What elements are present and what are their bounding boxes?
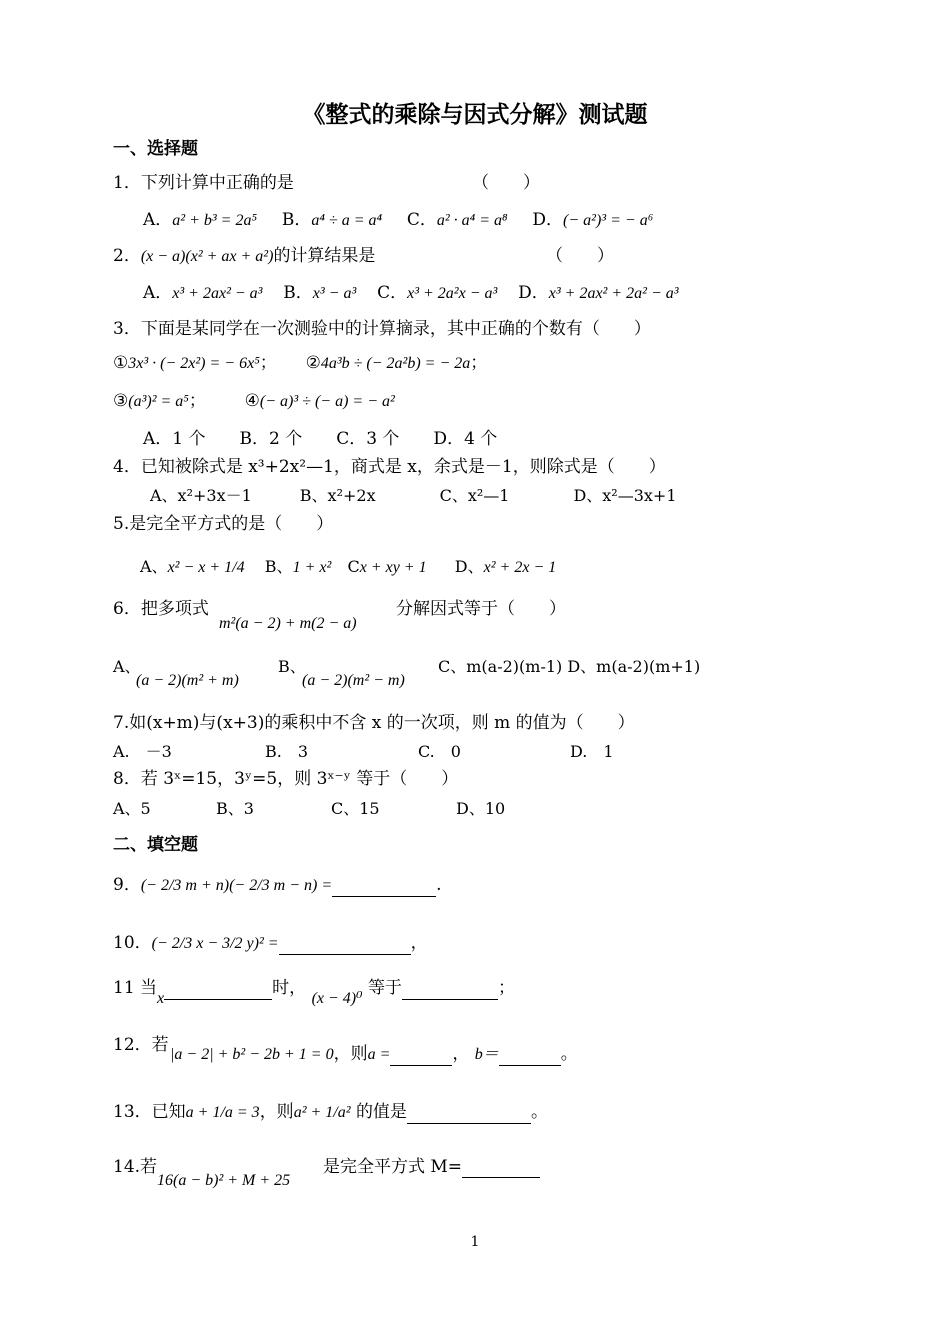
q6-option-a-label: A、 (113, 657, 141, 676)
q14-blank[interactable] (462, 1159, 540, 1178)
q1-option-c: a² · a⁴ = a⁸ (436, 212, 508, 229)
q9-end: . (436, 875, 442, 895)
q2-answer-paren: （ ） (546, 246, 614, 266)
q8-option-a: A、5 (113, 799, 151, 818)
q2-option-c-label: C． (377, 283, 408, 303)
q9-blank[interactable] (332, 878, 436, 897)
q10 (113, 932, 428, 955)
q5-option-b: 1 + x² (292, 559, 332, 576)
q5-option-b-label: B、 (264, 557, 293, 576)
q1-options (143, 209, 653, 232)
q3-item3-marker: ③ (113, 391, 129, 411)
q5-option-c-label: C (347, 557, 360, 576)
q1-answer-paren: （ ） (472, 173, 540, 193)
q8-option-b: B、3 (216, 799, 254, 818)
q1-option-d: (− a²)³ = − a⁶ (563, 212, 654, 229)
q11-end: ； (497, 978, 515, 998)
q5-option-a: x² − x + 1/4 (167, 559, 245, 576)
q3-item4: (− a)³ ÷ (− a) = − a² (259, 393, 395, 410)
q12-blank-b[interactable] (499, 1047, 561, 1066)
q4-stem: 4．已知被除式是 x³+2x²—1，商式是 x，余式是－1，则除式是（ ） (113, 457, 666, 477)
q3-item1: 3x³ · (− 2x²) = − 6x⁵ (128, 355, 260, 372)
q4-options: A、x²+3x－1 B、x²+2x C、x²—1 D、x²—3x+1 (150, 486, 677, 505)
q6-option-b: (a − 2)(m² − m) (302, 672, 405, 689)
q6-option-a: (a − 2)(m² + m) (136, 672, 239, 689)
q10-blank[interactable] (279, 936, 411, 955)
q1-option-c-label: C． (406, 210, 437, 230)
section-fill-heading: 二、填空题 (113, 835, 198, 855)
q8-option-c: C、15 (331, 799, 380, 818)
q12-expression: |a − 2| + b² − 2b + 1 = 0 (170, 1046, 334, 1063)
q6-expression: m²(a − 2) + m(2 − a) (219, 615, 357, 632)
q12-mid: ，则 (333, 1044, 368, 1064)
q9-number: 9． (113, 875, 141, 895)
q3-item2: 4a³b ÷ (− 2a²b) = − 2a (320, 355, 471, 372)
q2-text: 的计算结果是 (273, 246, 376, 266)
q13-expression2: a² + 1/a² (293, 1104, 351, 1121)
q11-variable: x (157, 990, 165, 1007)
q13-tail: 的值是 (355, 1102, 407, 1122)
q12-content: |a − 2| + b² − 2b + 1 = 0，则a = ， b＝ 。 (170, 1044, 578, 1064)
q2-option-a-label: A． (143, 283, 173, 303)
q13 (113, 1101, 548, 1124)
page-number: 1 (470, 1234, 480, 1250)
q8-option-d: D、10 (456, 799, 506, 818)
q7-stem: 7.如(x+m)与(x+3)的乘积中不含 x 的一次项，则 m 的值为（ ） (113, 713, 635, 733)
q1-option-d-label: D． (532, 210, 564, 230)
q6-stem-tail: 分解因式等于（ ） (396, 599, 566, 619)
q5-option-d: x² + 2x − 1 (483, 559, 557, 576)
q6-option-b-label: B、 (278, 657, 306, 676)
q5-option-c: x + xy + 1 (359, 559, 427, 576)
q11-blank-value[interactable] (164, 981, 272, 1000)
q12-a-label: a = (367, 1046, 391, 1063)
q2-option-a: x³ + 2ax² − a³ (172, 285, 263, 302)
q2-option-c: x³ + 2a²x − a³ (407, 285, 498, 302)
document-title: 《整式的乘除与因式分解》测试题 (302, 102, 648, 128)
q3-item1-sep: ； (259, 353, 277, 373)
q13-expression: a + 1/a = 3 (185, 1104, 260, 1121)
q10-number: 10． (113, 933, 152, 953)
q10-end: ， (410, 933, 428, 953)
q13-blank[interactable] (407, 1105, 531, 1124)
q13-number: 13．已知 (113, 1102, 186, 1122)
q14-tail (323, 1156, 540, 1178)
q1-option-a-label: A． (143, 210, 173, 230)
q10-expression: (− 2/3 x − 3/2 y)² = (151, 935, 279, 952)
q6-options-cd: C、m(a-2)(m-1) D、m(a-2)(m+1) (438, 657, 701, 676)
q3-items-row1 (113, 352, 487, 375)
q11-expression: (x − 4)⁰ (311, 990, 363, 1007)
q12-end: 。 (560, 1044, 578, 1064)
q11-tail: 等于 (367, 978, 402, 998)
q2-option-d-label: D． (518, 283, 549, 303)
q14-expression: 16(a − b)² + M + 25 (157, 1172, 291, 1189)
q13-mid: ，则 (259, 1102, 294, 1122)
q11-mid: 时， (272, 978, 307, 998)
q8-stem: 8．若 3ˣ=15，3ʸ=5，则 3ˣ⁻ʸ 等于（ ） (113, 769, 459, 789)
q5-option-d-label: D、 (454, 557, 484, 576)
q3-item3-sep: ； (188, 391, 206, 411)
q1-option-b-label: B． (281, 210, 312, 230)
q5-option-a-label: A、 (140, 557, 168, 576)
q1-option-a: a² + b³ = 2a⁵ (172, 212, 258, 229)
q14-text: 是完全平方式 M= (323, 1157, 463, 1177)
q7-option-d: D. 1 (570, 742, 614, 761)
q11 (113, 977, 515, 1007)
q3-item2-marker: ② (305, 353, 321, 373)
q3-stem: 3．下面是某同学在一次测验中的计算摘录，其中正确的个数有（ ） (113, 319, 651, 339)
q3-item3: (a³)² = a⁵ (128, 393, 189, 410)
q12-label: 12．若 (113, 1035, 169, 1055)
q7-option-c: C. 0 (418, 742, 461, 761)
q1-option-b: a⁴ ÷ a = a⁴ (311, 212, 383, 229)
q3-item4-marker: ④ (244, 391, 260, 411)
q14-label: 14.若 (113, 1157, 158, 1177)
q1-stem: 1．下列计算中正确的是 (113, 173, 294, 193)
q5-stem: 5.是完全平方式的是（ ） (113, 514, 334, 534)
q3-item1-marker: ① (113, 353, 129, 373)
q7-option-b: B. 3 (265, 742, 309, 761)
q2-option-b: x³ − a³ (312, 285, 357, 302)
q2-stem (113, 245, 375, 268)
q6-stem: 6．把多项式 (113, 599, 209, 619)
section-choice-heading: 一、选择题 (113, 139, 198, 159)
q7-option-a: A. －3 (113, 742, 172, 761)
q2-number: 2． (113, 246, 141, 266)
q3-items-row2 (113, 390, 395, 413)
q11-number: 11 当 (113, 978, 158, 998)
q9 (113, 874, 442, 897)
q9-expression: (− 2/3 m + n)(− 2/3 m − n) = (140, 877, 333, 894)
q2-expression: (x − a)(x² + ax + a²) (140, 248, 274, 265)
q12-blank-a[interactable] (390, 1047, 452, 1066)
q2-options (143, 282, 679, 305)
q3-options: A．1 个 B．2 个 C．3 个 D．4 个 (143, 429, 498, 449)
q12-b-label: b＝ (474, 1046, 499, 1063)
q2-option-b-label: B． (283, 283, 313, 303)
q3-item2-sep: ； (470, 353, 488, 373)
q11-blank-result[interactable] (402, 981, 498, 1000)
q13-end: 。 (530, 1102, 548, 1122)
q2-option-d: x³ + 2ax² + 2a² − a³ (548, 285, 679, 302)
q5-options (140, 556, 556, 579)
